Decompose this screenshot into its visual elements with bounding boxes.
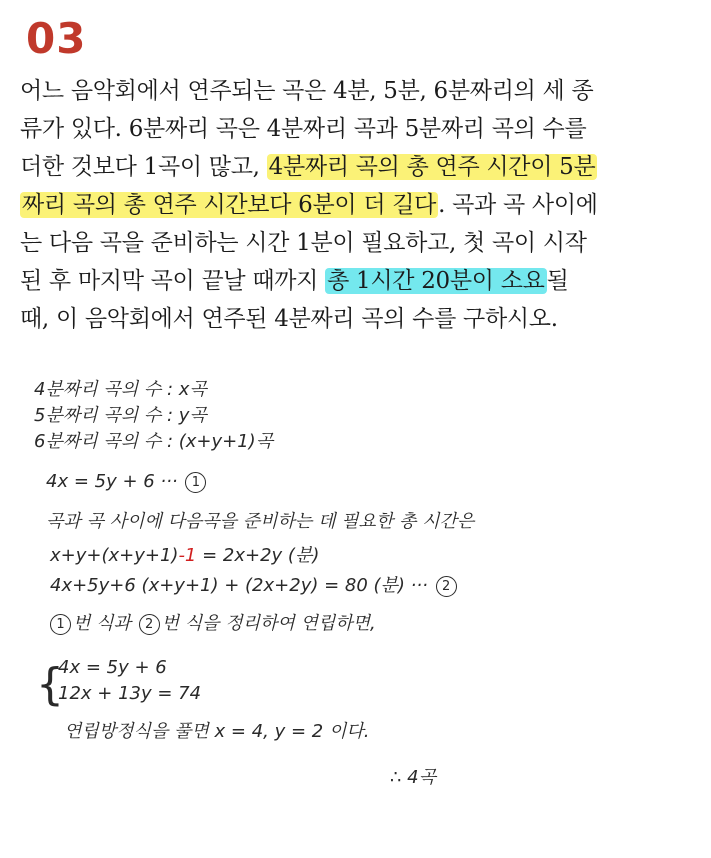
problem-line-6 <box>20 262 700 300</box>
problem-line-4-text: . 곡과 곡 사이에 <box>438 192 598 218</box>
problem-line-7: 때, 이 음악회에서 연주된 4분짜리 곡의 수를 구하시오. <box>20 306 558 332</box>
problem-text <box>20 72 700 338</box>
solution-line-6-b: = 2x+2y (분) <box>196 545 320 566</box>
problem-line-1: 어느 음악회에서 연주되는 곡은 4분, 5분, 6분짜리의 세 종 <box>20 78 594 104</box>
solution-line-5: 곡과 곡 사이에 다음곡을 준비하는 데 필요한 총 시간은 <box>46 511 475 532</box>
problem-line-3 <box>20 148 700 186</box>
highlight-yellow-1: 4분짜리 곡의 총 연주 시간이 5분 <box>268 154 596 180</box>
solution-line-6-a: x+y+(x+y+1) <box>50 545 179 566</box>
solution-result: 연립방정식을 풀면 x = 4, y = 2 이다. <box>64 721 370 742</box>
system-equation-2: 12x + 13y = 74 <box>58 683 202 704</box>
solution-line-8-b: 번 식을 정리하여 연립하면, <box>161 613 376 634</box>
circled-marker-1: 1 <box>185 472 206 493</box>
solution-line-1: 4분짜리 곡의 수 : x곡 <box>34 379 207 400</box>
problem-line-3-text: 더한 것보다 1곡이 많고, <box>20 154 267 180</box>
solution-line-3: 6분짜리 곡의 수 : (x+y+1)곡 <box>34 431 274 452</box>
equation-2-text: 4x+5y+6 (x+y+1) + (2x+2y) = 80 (분) ··· <box>50 575 428 596</box>
equation-2 <box>50 571 459 597</box>
system-brace: { <box>36 659 64 710</box>
circled-marker-2-ref: 2 <box>139 614 160 635</box>
solution-line-8 <box>48 609 376 635</box>
problem-line-5: 는 다음 곡을 준비하는 시간 1분이 필요하고, 첫 곡이 시작 <box>20 230 587 256</box>
equation-1-text: 4x = 5y + 6 ··· <box>46 471 178 492</box>
problem-line-6-text: 된 후 마지막 곡이 끝날 때까지 <box>20 268 326 294</box>
solution-line-6 <box>50 541 319 567</box>
highlight-blue: 총 1시간 20분이 소요 <box>327 268 545 294</box>
circled-marker-2: 2 <box>436 576 457 597</box>
highlight-yellow-2: 짜리 곡의 총 연주 시간보다 6분이 더 길다 <box>22 192 437 218</box>
problem-line-6-tail: 될 <box>546 268 569 294</box>
equation-1 <box>46 471 208 493</box>
problem-number: 03 <box>26 14 87 63</box>
solution-line-2: 5분짜리 곡의 수 : y곡 <box>34 405 207 426</box>
minus-one-red: -1 <box>178 545 197 566</box>
final-answer: ∴ 4곡 <box>390 767 437 788</box>
problem-line-4 <box>20 186 700 224</box>
solution-line-8-a: 번 식과 <box>73 613 137 634</box>
problem-line-2: 류가 있다. 6분짜리 곡은 4분짜리 곡과 5분짜리 곡의 수를 <box>20 116 587 142</box>
system-equation-1: 4x = 5y + 6 <box>58 657 167 678</box>
circled-marker-1-ref: 1 <box>50 614 71 635</box>
